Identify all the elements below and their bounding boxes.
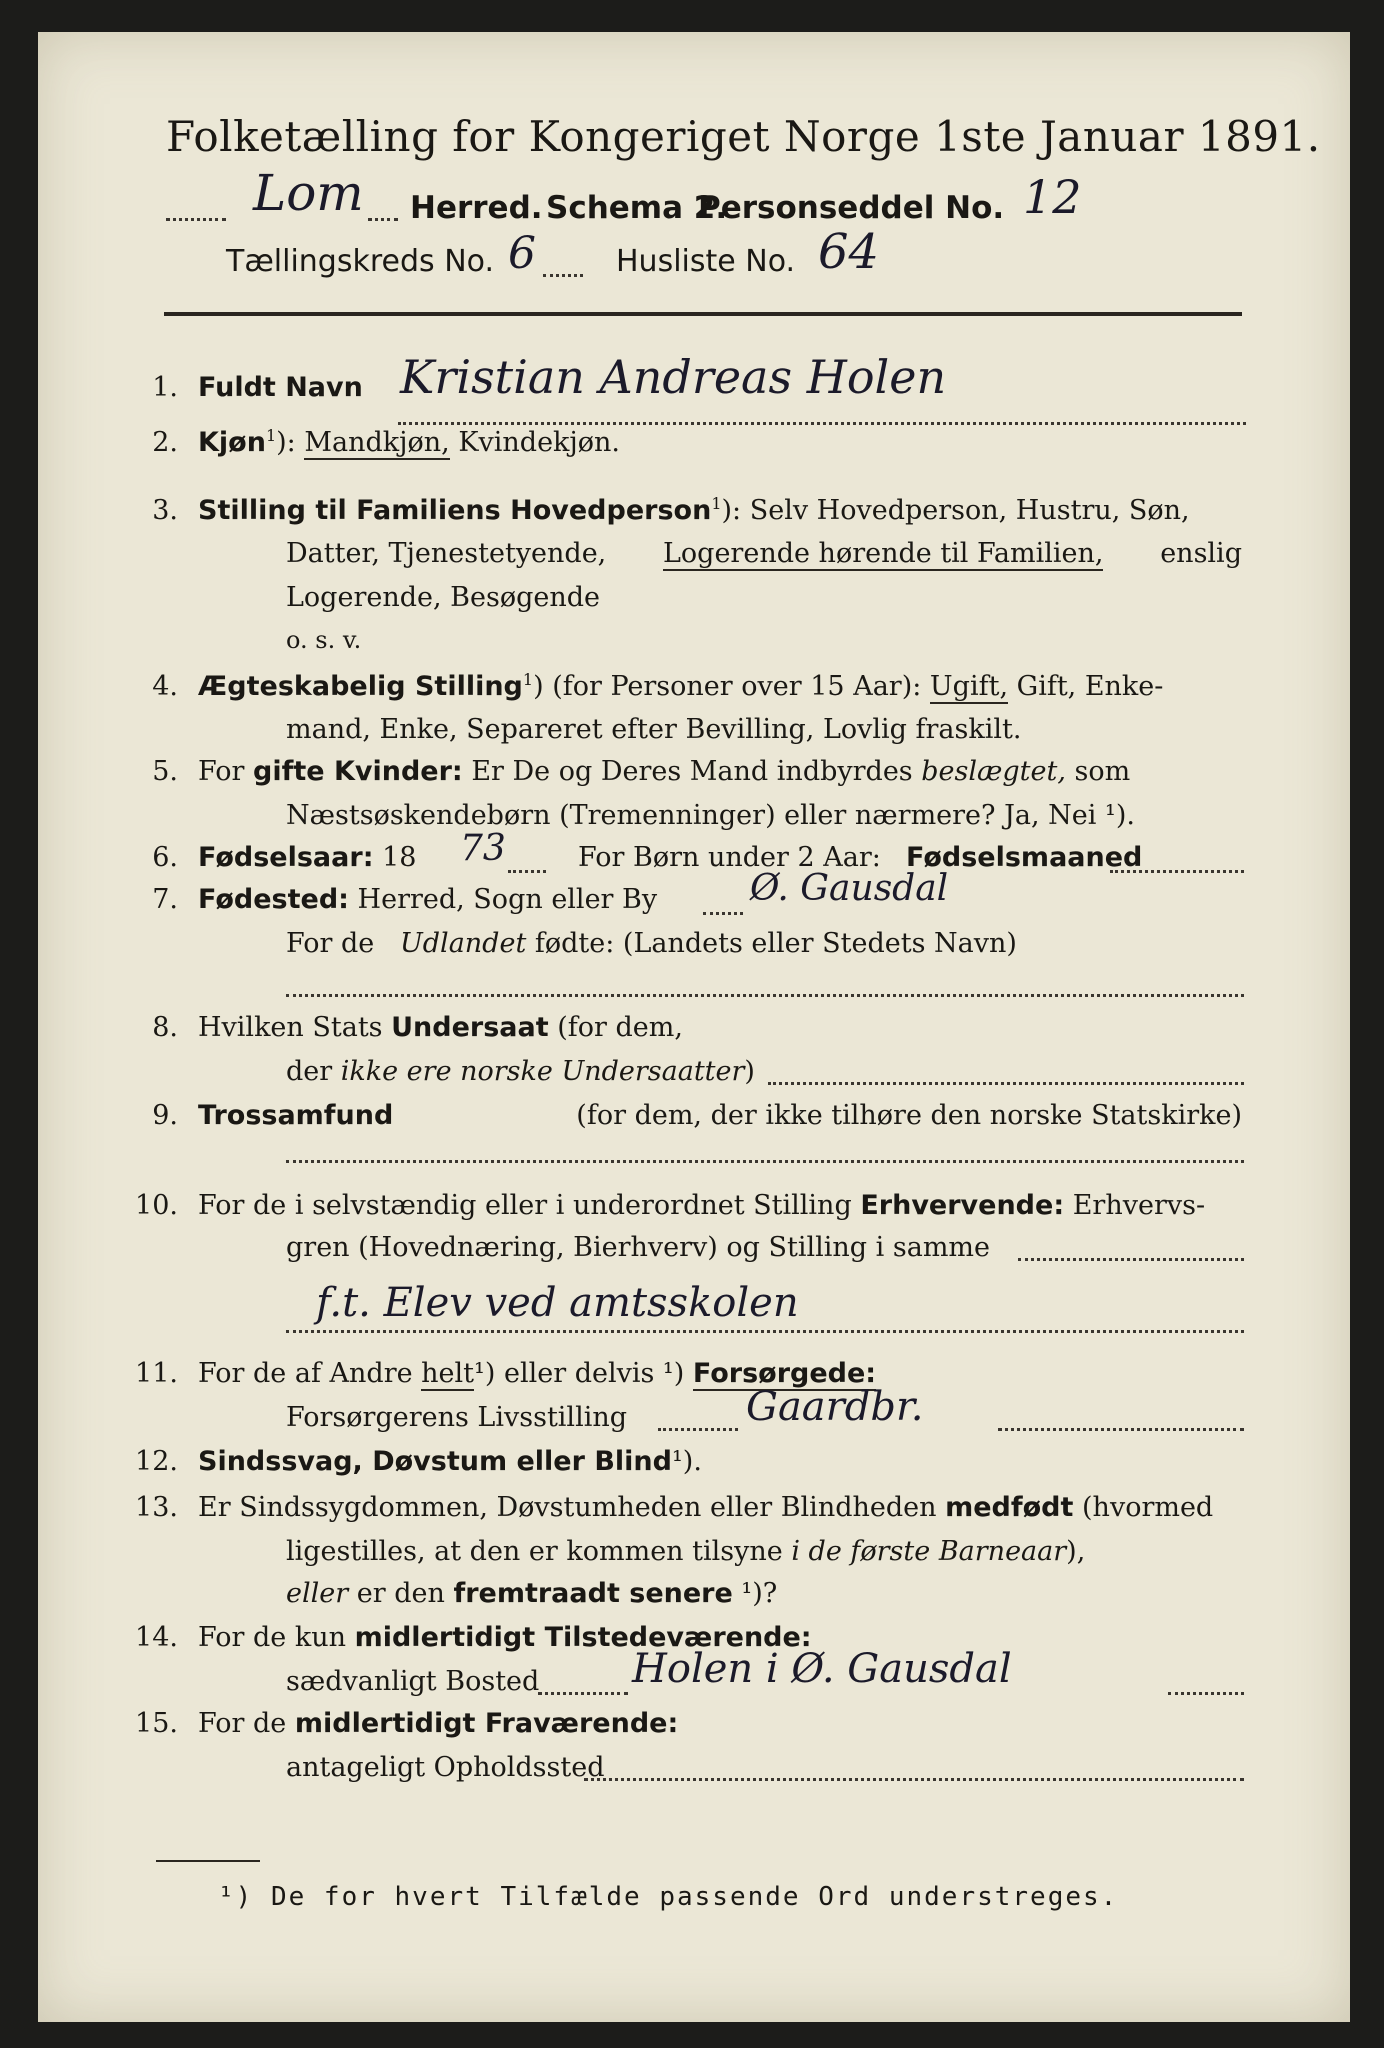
q11-line2: Forsørgerens Livsstilling — [286, 1402, 628, 1433]
kreds-value: 6 — [508, 228, 536, 279]
q3-line2 — [286, 538, 1242, 571]
q13-line2-b: ), — [1066, 1536, 1086, 1567]
q12-row — [126, 1446, 702, 1477]
q4-ugift-underlined: Ugift, — [929, 671, 1009, 702]
q15-number: 15. — [135, 1708, 178, 1739]
q7-value: Ø. Gausdal — [750, 868, 949, 909]
q8-line2 — [286, 1056, 755, 1087]
q14-a: For de kun — [198, 1622, 346, 1653]
q13-a: Er Sindssygdommen, Døvstumheden eller Blindheden — [198, 1492, 937, 1523]
q11-bold-underlined: Forsørgede: — [692, 1358, 877, 1389]
q3-line3: Logerende, Besøgende — [286, 582, 600, 613]
q11-dots-2 — [998, 1428, 1244, 1431]
q4-sup: 1 — [522, 670, 534, 689]
q4-label: Ægteskabelig Stilling — [198, 671, 523, 702]
q9-text: (for dem, der ikke tilhøre den norske Statskirke) — [576, 1100, 1242, 1131]
kreds-dots — [543, 274, 583, 277]
q2-mandkjon-underlined: Mandkjøn, — [304, 427, 450, 458]
header-divider — [164, 312, 1242, 316]
q2-text: ): — [276, 427, 305, 458]
q3-line4: o. s. v. — [286, 626, 362, 654]
q4-row — [126, 670, 1242, 702]
q15-a: For de — [198, 1708, 287, 1739]
q4-number: 4. — [152, 671, 178, 702]
q13-line3-b: ¹)? — [741, 1578, 778, 1609]
q3-label: Stilling til Familiens Hovedperson — [198, 495, 712, 526]
q14-bold: midlertidigt Tilstedeværende: — [354, 1622, 812, 1653]
q7-dots — [703, 912, 743, 915]
q10-value: f.t. Elev ved amtsskolen — [316, 1280, 799, 1326]
q10-bold: Erhvervende: — [860, 1190, 1065, 1221]
q5-row — [126, 756, 1242, 787]
q10-number: 10. — [135, 1190, 178, 1221]
q13-line3-a: er den — [356, 1578, 445, 1609]
footnote-rule — [156, 1860, 260, 1862]
q7-line2-a: For de — [286, 928, 375, 959]
q14-dots-2 — [1168, 1692, 1244, 1695]
q10-dots-1 — [1018, 1258, 1244, 1261]
q5-b: Er De og Deres Mand indbyrdes — [471, 756, 913, 787]
q14-value: Holen i Ø. Gausdal — [632, 1646, 1012, 1692]
q7-dots-2 — [286, 994, 1244, 997]
q10-dots-2 — [286, 1330, 1244, 1333]
q8-line2-b: ) — [744, 1056, 755, 1087]
q8-a: Hvilken Stats — [198, 1012, 383, 1043]
herred-value: Lom — [253, 164, 364, 222]
q7-line2 — [286, 928, 1017, 959]
q15-line2: antageligt Opholdssted — [286, 1752, 605, 1783]
q1-row — [126, 372, 363, 403]
q3-line1: ): Selv Hovedperson, Hustru, Søn, — [721, 495, 1190, 526]
schema-label: Schema 2. — [546, 190, 728, 226]
q13-line3 — [286, 1578, 777, 1609]
herred-dots-2 — [368, 218, 398, 221]
q5-c: som — [1074, 756, 1131, 787]
q11-value: Gaardbr. — [746, 1384, 924, 1430]
q9-dots — [286, 1160, 1244, 1163]
q8-bold: Undersaat — [391, 1012, 549, 1043]
q15-row — [126, 1708, 678, 1739]
q5-bold: gifte Kvinder: — [253, 756, 463, 787]
q8-row — [126, 1012, 683, 1043]
q14-number: 14. — [135, 1622, 178, 1653]
q7-row — [126, 884, 657, 915]
herred-label: Herred. — [410, 190, 543, 226]
q9-row — [126, 1100, 1242, 1131]
q10-line2: gren (Hovednæring, Bierhverv) og Stilling i samme — [286, 1232, 991, 1263]
census-form-sheet — [38, 32, 1350, 2022]
q7-text: Herred, Sogn eller By — [357, 884, 658, 915]
q6-prefix: 18 — [382, 842, 417, 873]
q13-bold: medfødt — [945, 1492, 1074, 1523]
q13-b: (hvormed — [1082, 1492, 1214, 1523]
q7-label: Fødested: — [198, 884, 349, 915]
footnote: ¹) De for hvert Tilfælde passende Ord understreges. — [218, 1882, 1119, 1912]
q5-number: 5. — [152, 756, 178, 787]
q13-line3-italic: eller — [286, 1578, 349, 1609]
q6-dots-2 — [1110, 870, 1244, 873]
q2-kvindekjon: Kvindekjøn. — [449, 427, 621, 458]
q15-bold: midlertidigt Fraværende: — [294, 1708, 679, 1739]
q10-a: For de i selvstændig eller i underordnet Stilling — [198, 1190, 852, 1221]
q6-label: Fødselsaar: — [198, 842, 374, 873]
q12-bold: Sindssvag, Døvstum eller Blind — [198, 1446, 672, 1477]
q2-sup: 1 — [265, 426, 277, 445]
herred-dots — [166, 218, 226, 221]
q4-line2: mand, Enke, Separeret efter Bevilling, Lovlig fraskilt. — [286, 714, 1022, 745]
q1-dots — [398, 422, 1246, 425]
q5-line2: Næstsøskendebørn (Tremenninger) eller nærmere? Ja, Nei ¹). — [286, 800, 1135, 831]
q8-line2-italic: ikke ere norske Undersaatter — [340, 1056, 745, 1087]
q1-value: Kristian Andreas Holen — [400, 350, 947, 404]
q6-mid: For Børn under 2 Aar: — [578, 842, 881, 873]
q2-label: Kjøn — [198, 427, 266, 458]
q13-line2-italic: i de første Barneaar — [791, 1536, 1067, 1567]
q3-line2-a: Datter, Tjenestetyende, — [286, 538, 607, 569]
q12-number: 12. — [135, 1446, 178, 1477]
q8-dots — [768, 1082, 1244, 1085]
q8-number: 8. — [152, 1012, 178, 1043]
q2-number: 2. — [152, 427, 178, 458]
q8-line2-a: der — [286, 1056, 333, 1087]
q11-dots-1 — [658, 1428, 738, 1431]
personseddel-value: 12 — [1023, 170, 1082, 224]
q6-label2: Fødselsmaaned — [906, 842, 1143, 873]
q11-helt-underlined: helt — [421, 1358, 475, 1389]
q3-logerende-underlined: Logerende hørende til Familien, — [662, 538, 1104, 569]
q10-b: Erhvervs- — [1072, 1190, 1206, 1221]
q2-row — [126, 426, 620, 458]
q1-label: Fuldt Navn — [198, 372, 363, 403]
q3-sup: 1 — [711, 494, 722, 513]
q13-line2 — [286, 1536, 1085, 1567]
q15-dots — [584, 1778, 1244, 1781]
q5-a: For — [198, 756, 245, 787]
q13-line3-bold: fremtraadt senere — [453, 1578, 733, 1609]
q13-line2-a: ligestilles, at den er kommen tilsyne — [286, 1536, 783, 1567]
q5-italic: beslægtet, — [921, 756, 1066, 787]
q11-b: ¹) eller delvis ¹) — [474, 1358, 685, 1389]
q6-number: 6. — [152, 842, 178, 873]
q14-dots-1 — [538, 1692, 628, 1695]
q3-line2-b: enslig — [1160, 538, 1242, 569]
q12-rest: ¹). — [671, 1446, 702, 1477]
q11-number: 11. — [135, 1358, 178, 1389]
q7-number: 7. — [152, 884, 178, 915]
form-title: Folketælling for Kongeriget Norge 1ste Januar 1891. — [166, 112, 1321, 161]
q4-line1-b: Gift, Enke- — [1016, 671, 1164, 702]
q6-row — [126, 842, 416, 873]
q13-number: 13. — [135, 1492, 178, 1523]
q3-row — [126, 494, 1242, 526]
q4-line1-a: ) (for Personer over 15 Aar): — [533, 671, 922, 702]
q7-line2-italic: Udlandet — [400, 928, 527, 959]
q14-line2: sædvanligt Bosted — [286, 1666, 540, 1697]
q13-row — [126, 1492, 1242, 1523]
q9-number: 9. — [152, 1100, 178, 1131]
q3-number: 3. — [152, 495, 178, 526]
kreds-label: Tællingskreds No. — [226, 244, 494, 279]
q9-bold: Trossamfund — [198, 1100, 394, 1131]
personseddel-label: Personseddel No. — [698, 190, 1005, 226]
q7-line2-b: fødte: (Landets eller Stedets Navn) — [534, 928, 1017, 959]
q10-row — [126, 1190, 1242, 1221]
q1-number: 1. — [152, 372, 178, 403]
q6-dots-1 — [508, 870, 546, 873]
husliste-value: 64 — [818, 224, 880, 280]
q8-b: (for dem, — [557, 1012, 683, 1043]
husliste-label: Husliste No. — [616, 244, 796, 279]
q11-a: For de af Andre — [198, 1358, 413, 1389]
q6-value: 73 — [460, 828, 506, 869]
